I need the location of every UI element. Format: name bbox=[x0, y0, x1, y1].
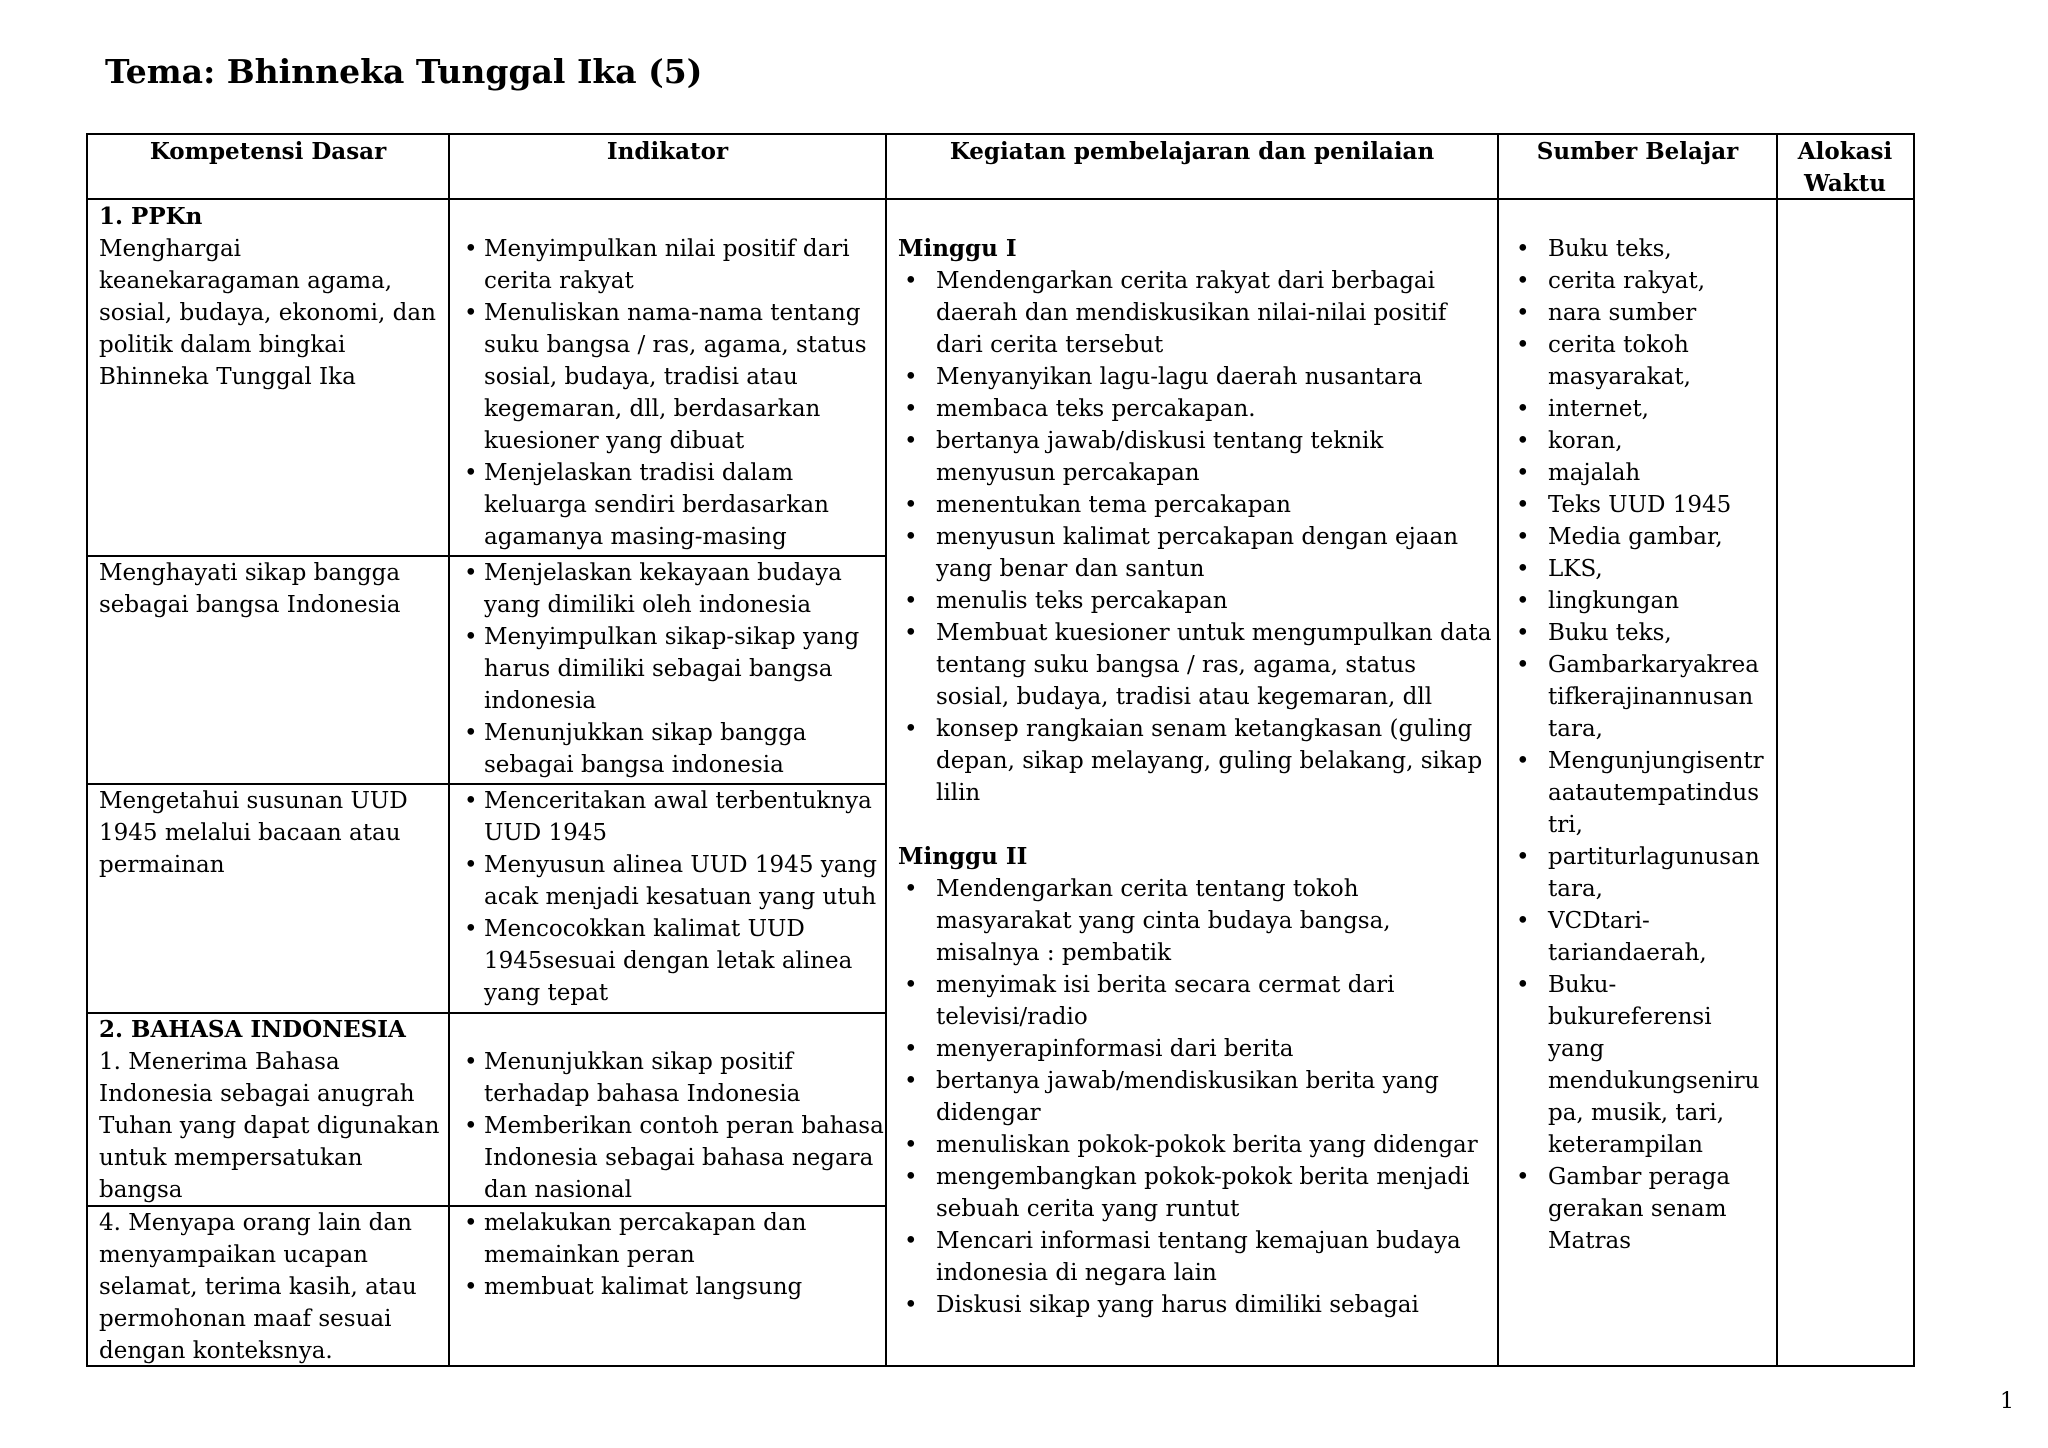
list-item: • lingkungan bbox=[1510, 585, 1772, 617]
list-item: • Menuliskan nama-nama tentang suku bangsa / ras, agama, status sosial, budaya, tradisi atau kegemaran, dll, berdasarkan kuesioner yang dibuat bbox=[464, 297, 884, 457]
kegiatan-week-2-list bbox=[898, 873, 1493, 1321]
list-item: • menyimak isi berita secara cermat dari televisi/radio bbox=[898, 969, 1493, 1033]
kd-bi-heading: 2. BAHASA INDONESIA bbox=[99, 1016, 406, 1043]
list-item: • Menyusun alinea UUD 1945 yang acak menjadi kesatuan yang utuh bbox=[464, 849, 884, 913]
sumber-cell bbox=[1510, 233, 1772, 1257]
col-border-1 bbox=[448, 133, 450, 1367]
page-title: Tema: Bhinneka Tunggal Ika (5) bbox=[105, 52, 703, 91]
kd-ppkn-text-1: Menghargai keanekaragaman agama, sosial, budaya, ekonomi, dan politik dalam bingkai Bhinneka Tunggal Ika bbox=[99, 236, 436, 390]
col-border-2 bbox=[885, 133, 887, 1367]
col-border-left bbox=[86, 133, 88, 1367]
kd-ppkn-text-2: Menghayati sikap bangga sebagai bangsa Indonesia bbox=[99, 560, 401, 618]
list-item: • Menunjukkan sikap positif terhadap bahasa Indonesia bbox=[464, 1046, 884, 1110]
col-border-right bbox=[1913, 133, 1915, 1367]
list-item: • nara sumber bbox=[1510, 297, 1772, 329]
header-alokasi-waktu: Alokasi Waktu bbox=[1797, 138, 1893, 197]
list-item: • bertanya jawab/diskusi tentang teknik menyusun percakapan bbox=[898, 425, 1493, 489]
kegiatan-week-1-list bbox=[898, 265, 1493, 809]
list-item: • membaca teks percakapan. bbox=[898, 393, 1493, 425]
list-item: • Media gambar, bbox=[1510, 521, 1772, 553]
indikator-cell-3 bbox=[464, 785, 884, 1009]
list-item: • Menjelaskan kekayaan budaya yang dimiliki oleh indonesia bbox=[464, 557, 884, 621]
kegiatan-week-1-label: Minggu I bbox=[898, 235, 1017, 262]
indikator-list-3 bbox=[464, 785, 884, 1009]
indikator-list-5 bbox=[464, 1207, 884, 1303]
kd-bi-text-1: 1. Menerima Bahasa Indonesia sebagai anugrah Tuhan yang dapat digunakan untuk mempersatukan bangsa bbox=[99, 1049, 440, 1203]
list-item: • Buku teks, bbox=[1510, 233, 1772, 265]
kd-cell-ppkn-3 bbox=[99, 785, 444, 881]
list-item: • cerita tokoh masyarakat, bbox=[1510, 329, 1772, 393]
list-item: • bertanya jawab/mendiskusikan berita yang didengar bbox=[898, 1065, 1493, 1129]
list-item: • Buku teks, bbox=[1510, 617, 1772, 649]
list-item: • Diskusi sikap yang harus dimiliki sebagai bbox=[898, 1289, 1493, 1321]
list-item: • majalah bbox=[1510, 457, 1772, 489]
indikator-list-4 bbox=[464, 1046, 884, 1206]
sumber-list bbox=[1510, 233, 1772, 1257]
list-item: • mengembangkan pokok-pokok berita menjadi sebuah cerita yang runtut bbox=[898, 1161, 1493, 1225]
list-item: • konsep rangkaian senam ketangkasan (guling depan, sikap melayang, guling belakang, sikap lilin bbox=[898, 713, 1493, 809]
list-item: • Menjelaskan tradisi dalam keluarga sendiri berdasarkan agamanya masing-masing bbox=[464, 457, 884, 553]
list-item: • menulis teks percakapan bbox=[898, 585, 1493, 617]
col-border-3 bbox=[1497, 133, 1499, 1367]
list-item: • membuat kalimat langsung bbox=[464, 1271, 884, 1303]
page-number: 1 bbox=[2000, 1389, 2014, 1414]
list-item: • Mendengarkan cerita rakyat dari berbagai daerah dan mendiskusikan nilai-nilai positif dari cerita tersebut bbox=[898, 265, 1493, 361]
indikator-list-1 bbox=[464, 233, 884, 553]
list-item: • menentukan tema percakapan bbox=[898, 489, 1493, 521]
list-item: • Mencari informasi tentang kemajuan budaya indonesia di negara lain bbox=[898, 1225, 1493, 1289]
indikator-list-2 bbox=[464, 557, 884, 781]
table-top-border bbox=[86, 133, 1915, 135]
list-item: • Teks UUD 1945 bbox=[1510, 489, 1772, 521]
list-item: • VCDtari-tariandaerah, bbox=[1510, 905, 1772, 969]
header-sumber-belajar: Sumber Belajar bbox=[1536, 138, 1739, 165]
list-item: • Memberikan contoh peran bahasa Indonesia sebagai bahasa negara dan nasional bbox=[464, 1110, 884, 1206]
col-border-4 bbox=[1776, 133, 1778, 1367]
kd-bi-text-4: 4. Menyapa orang lain dan menyampaikan ucapan selamat, terima kasih, atau permohonan maaf sesuai dengan konteksnya. bbox=[99, 1210, 417, 1364]
list-item: • menyusun kalimat percakapan dengan ejaan yang benar dan santun bbox=[898, 521, 1493, 585]
list-item: • Gambarkaryakrea tifkerajinannusan tara, bbox=[1510, 649, 1772, 745]
header-kegiatan: Kegiatan pembelajaran dan penilaian bbox=[949, 138, 1435, 165]
list-item: • Menyimpulkan nilai positif dari cerita rakyat bbox=[464, 233, 884, 297]
list-item: • Membuat kuesioner untuk mengumpulkan data tentang suku bangsa / ras, agama, status sosial, budaya, tradisi atau kegemaran, dll bbox=[898, 617, 1493, 713]
kd-ppkn-text-3: Mengetahui susunan UUD 1945 melalui bacaan atau permainan bbox=[99, 788, 408, 878]
list-item: • melakukan percakapan dan memainkan peran bbox=[464, 1207, 884, 1271]
indikator-cell-1 bbox=[464, 233, 884, 553]
list-item: • cerita rakyat, bbox=[1510, 265, 1772, 297]
list-item: • Menunjukkan sikap bangga sebagai bangsa indonesia bbox=[464, 717, 884, 781]
week-spacer bbox=[898, 809, 1493, 841]
list-item: • partiturlagunusan tara, bbox=[1510, 841, 1772, 905]
kd-cell-ppkn-1 bbox=[99, 201, 444, 393]
list-item: • Mendengarkan cerita tentang tokoh masyarakat yang cinta budaya bangsa, misalnya : pembatik bbox=[898, 873, 1493, 969]
kegiatan-week-2-label: Minggu II bbox=[898, 843, 1028, 870]
list-item: • menyerapinformasi dari berita bbox=[898, 1033, 1493, 1065]
indikator-cell-2 bbox=[464, 557, 884, 781]
header-bottom-border bbox=[86, 198, 1915, 200]
list-item: • Mencocokkan kalimat UUD 1945sesuai dengan letak alinea yang tepat bbox=[464, 913, 884, 1009]
list-item: • LKS, bbox=[1510, 553, 1772, 585]
list-item: • koran, bbox=[1510, 425, 1772, 457]
list-item: • Gambar peraga gerakan senam Matras bbox=[1510, 1161, 1772, 1257]
list-item: • menuliskan pokok-pokok berita yang didengar bbox=[898, 1129, 1493, 1161]
header-kompetensi-dasar: Kompetensi Dasar bbox=[149, 138, 387, 165]
indikator-cell-5 bbox=[464, 1207, 884, 1303]
kd-cell-bi-4 bbox=[99, 1207, 444, 1367]
indikator-cell-4 bbox=[464, 1046, 884, 1206]
list-item: • Mengunjungisentr aatautempatindus tri, bbox=[1510, 745, 1772, 841]
kd-ppkn-heading: 1. PPKn bbox=[99, 203, 203, 230]
list-item: • Buku-bukureferensi yang mendukungseniru pa, musik, tari, keterampilan bbox=[1510, 969, 1772, 1161]
list-item: • Menceritakan awal terbentuknya UUD 1945 bbox=[464, 785, 884, 849]
header-indikator: Indikator bbox=[606, 138, 729, 165]
kd-cell-bi-1 bbox=[99, 1014, 444, 1206]
kd-cell-ppkn-2 bbox=[99, 557, 444, 621]
list-item: • Menyanyikan lagu-lagu daerah nusantara bbox=[898, 361, 1493, 393]
list-item: • internet, bbox=[1510, 393, 1772, 425]
kegiatan-cell bbox=[898, 233, 1493, 1321]
list-item: • Menyimpulkan sikap-sikap yang harus dimiliki sebagai bangsa indonesia bbox=[464, 621, 884, 717]
